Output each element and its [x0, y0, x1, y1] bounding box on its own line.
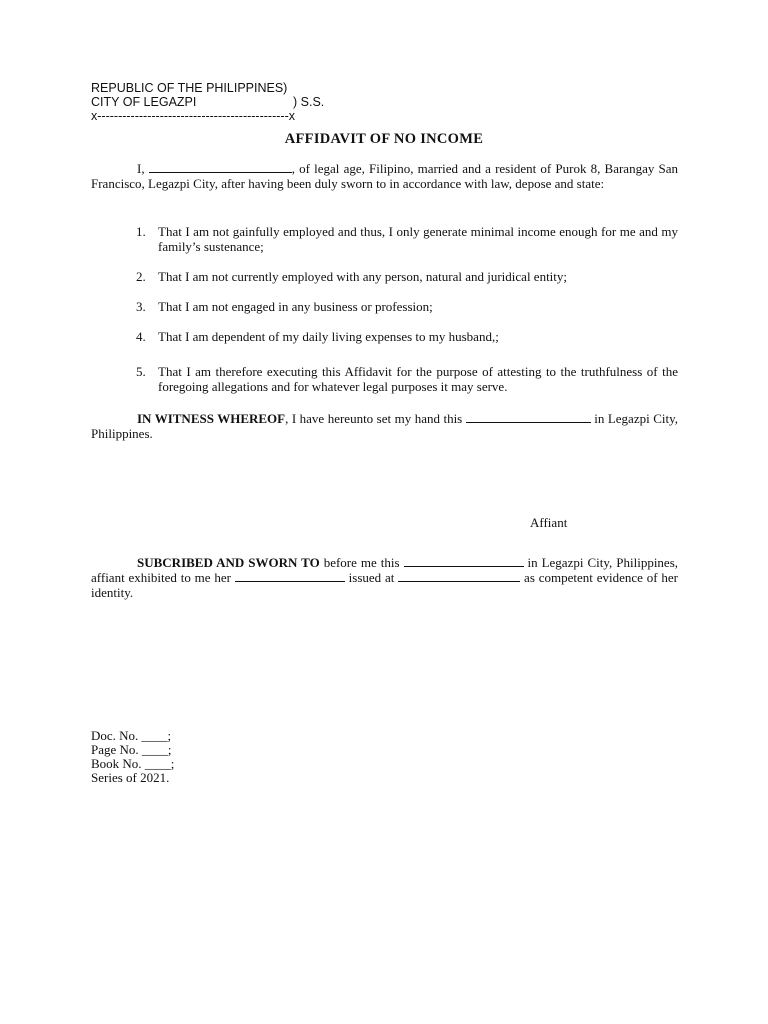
sworn-paragraph: [91, 555, 678, 600]
item-text: That I am not engaged in any business or profession;: [158, 299, 433, 314]
item-number: 3.: [136, 299, 146, 314]
item-text: That I am dependent of my daily living expenses to my husband,;: [158, 329, 499, 344]
list-item: [136, 364, 678, 394]
item-number: 1.: [136, 224, 146, 239]
witness-text2: in: [590, 411, 605, 426]
doc-number: Doc. No. ____;: [91, 728, 172, 743]
witness-heading: IN WITNESS WHEREOF: [137, 411, 286, 426]
date-blank: [466, 411, 591, 423]
intro-rest-line1: , of legal age, Filipino, married and a resident of Purok 8,: [291, 161, 601, 176]
document-title: AFFIDAVIT OF NO INCOME: [284, 131, 484, 147]
sworn-line3: competent evidence of her identity.: [91, 570, 679, 600]
item-text: That I am not currently employed with any person, natural and juridical entity;: [158, 269, 568, 284]
intro-line3: depose and state:: [515, 176, 605, 191]
place-blank: [398, 570, 520, 582]
sworn-line2c: as: [520, 570, 535, 585]
header-city-left: CITY OF LEGAZPI: [91, 95, 197, 109]
book-number: Book No. ____;: [91, 756, 175, 771]
sworn-text2: in Legazpi City,: [523, 555, 613, 570]
item-number: 5.: [136, 364, 146, 379]
sworn-line2b: issued at: [344, 570, 399, 585]
witness-paragraph: [91, 411, 678, 441]
witness-text1: , I have hereunto set my hand this: [285, 411, 466, 426]
header-republic: REPUBLIC OF THE PHILIPPINES): [91, 81, 288, 95]
list-item: [136, 329, 678, 344]
intro-start: I,: [137, 161, 149, 176]
series-year: Series of 2021.: [91, 770, 170, 785]
list-item: [136, 299, 678, 314]
list-item: [136, 269, 678, 284]
intro-paragraph: [91, 161, 678, 191]
item-number: 4.: [136, 329, 146, 344]
item-text: That I am therefore executing this Affidavit for the purpose of attesting to the truthfulness of the foregoing allegations and for whatever legal purposes it may serve.: [158, 364, 678, 394]
sworn-heading: SUBCRIBED AND SWORN TO: [137, 555, 320, 570]
header-divider: x----------------------------------------------x: [91, 109, 295, 123]
header-city: [91, 95, 325, 109]
list-item: [136, 224, 678, 254]
intro-line2: Barangay San Francisco, Legazpi City, after having been duly sworn to in accordance with law,: [91, 161, 679, 191]
page-number: Page No. ____;: [91, 742, 172, 757]
item-text: That I am not gainfully employed and thus, I only generate minimal income enough for me and my family’s sustenance;: [158, 224, 678, 254]
sworn-line2a: Philippines, affiant exhibited to me her: [91, 555, 679, 585]
name-blank: [149, 161, 292, 173]
sworn-text1: before me this: [319, 555, 404, 570]
header-ss: ) S.S.: [293, 95, 325, 109]
sworn-date-blank: [404, 555, 524, 567]
witness-line2: Legazpi City, Philippines.: [91, 411, 678, 441]
item-number: 2.: [136, 269, 146, 284]
id-blank: [235, 570, 345, 582]
affiant-label: Affiant: [530, 515, 568, 530]
